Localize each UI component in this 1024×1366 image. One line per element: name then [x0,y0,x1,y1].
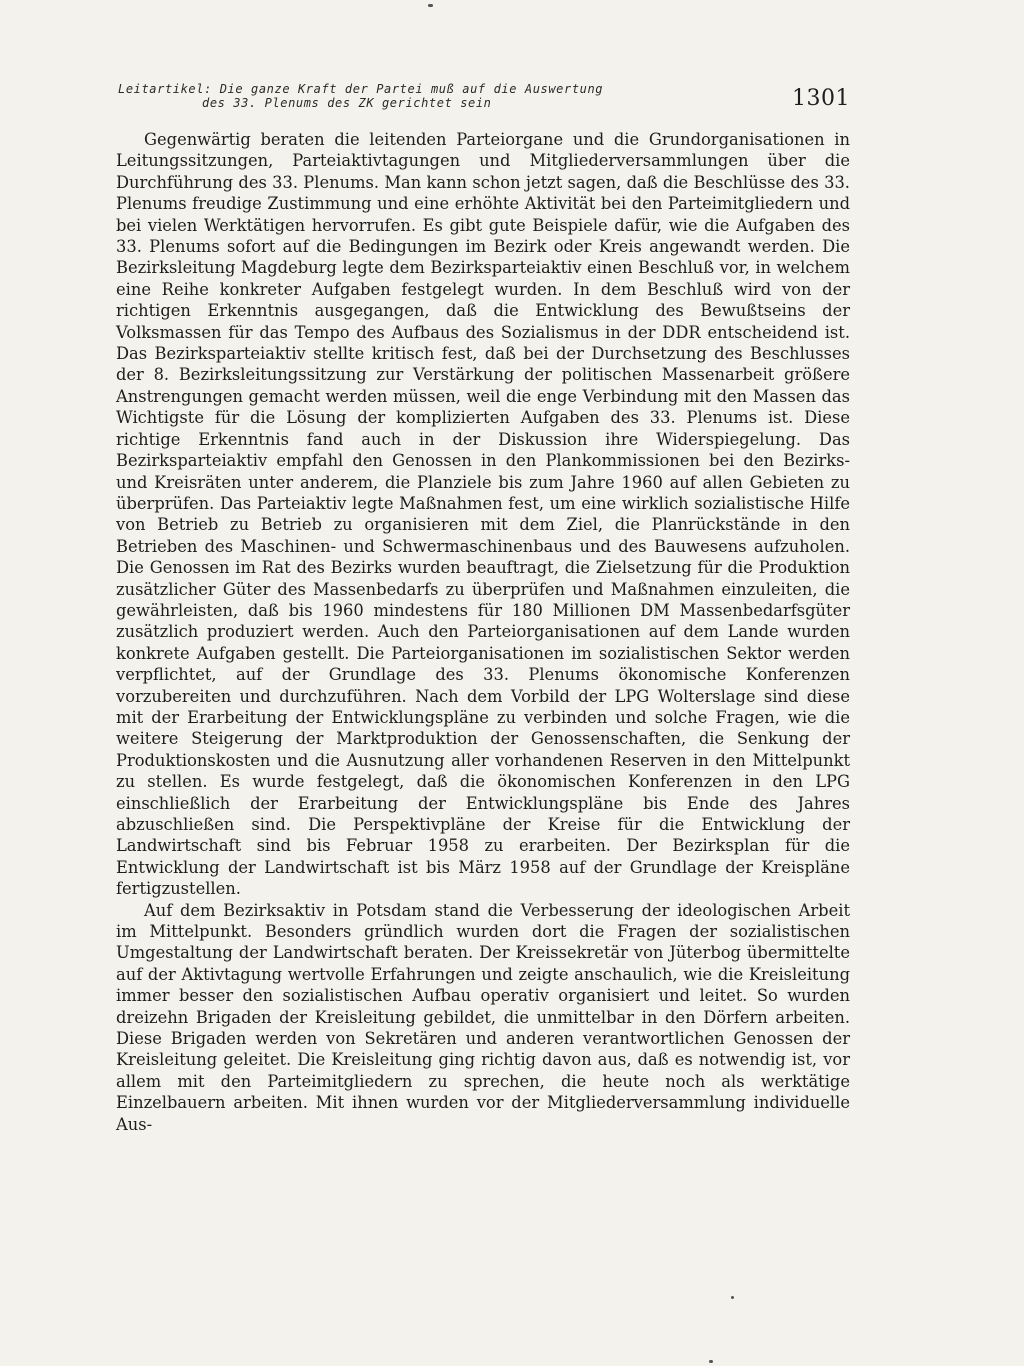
scan-speck [709,1360,713,1363]
article-body [116,129,850,1135]
header-title [118,82,603,110]
page-number: 1301 [792,86,850,111]
header-title-line1: Leitartikel: Die ganze Kraft der Partei muß auf die Auswertung [118,82,604,96]
header-title-line2: des 33. Plenums des ZK gerichtet sein [202,96,492,110]
scan-speck [731,1296,734,1299]
paragraph: Gegenwärtig beraten die leitenden Parteiorgane und die Grundorganisationen in Leitungssitzungen, Parteiaktivtagungen und Mitgliederversammlungen über die Durchführung des 33. Plenums. Man kann schon jetzt sagen, daß die Beschlüsse des 33. Plenums freudige Zustimmung und eine erhöhte Aktivität bei den Parteimitgliedern und bei vielen Werktätigen hervorrufen. Es gibt gute Beispiele dafür, wie die Aufgaben des 33. Plenums sofort auf die Bedingungen im Bezirk oder Kreis angewandt werden. Die Bezirksleitung Magdeburg legte dem Bezirksparteiaktiv einen Beschluß vor, in welchem eine Reihe konkreter Aufgaben festgelegt wurden. In dem Beschluß wird von der richtigen Erkenntnis ausgegangen, daß die Entwicklung des Bewußtseins der Volksmassen für das Tempo des Aufbaus des Sozialismus in der DDR entscheidend ist. Das Bezirksparteiaktiv stellte kritisch fest, daß bei der Durchsetzung des Beschlusses der 8. Bezirksleitungssitzung zur Verstärkung der politischen Massenarbeit größere Anstrengungen gemacht werden müssen, weil die enge Verbindung mit den Massen das Wichtigste für die Lösung der komplizierten Aufgaben des 33. Plenums ist. Diese richtige Erkenntnis fand auch in der Diskussion ihre Widerspiegelung. Das Bezirksparteiaktiv empfahl den Genossen in den Plankommissionen bei den Bezirks- und Kreisräten unter anderem, die Planziele bis zum Jahre 1960 auf allen Gebieten zu überprüfen. Das Parteiaktiv legte Maßnahmen fest, um eine wirklich sozialistische Hilfe von Betrieb zu Betrieb zu organisieren mit dem Ziel, die Planrückstände in den Betrieben des Maschinen- und Schwermaschinenbaus und des Bauwesens aufzuholen. Die Genossen im Rat des Bezirks wurden beauftragt, die Zielsetzung für die Produktion zusätzlicher Güter des Massenbedarfs zu überprüfen und Maßnahmen einzuleiten, die gewährleisten, daß bis 1960 mindestens für 180 Millionen DM Massenbedarfsgüter zusätzlich produziert werden. Auch den Parteiorganisationen auf dem Lande wurden konkrete Aufgaben gestellt. Die Parteiorganisationen im sozialistischen Sektor werden verpflichtet, auf der Grundlage des 33. Plenums ökonomische Konferenzen vorzubereiten und durchzuführen. Nach dem Vorbild der LPG Wolterslage sind diese mit der Erarbeitung der Entwicklungspläne zu verbinden und solche Fragen, wie die weitere Steigerung der Marktproduktion der Genossenschaften, die Senkung der Produktionskosten und die Ausnutzung aller vorhandenen Reserven in den Mittelpunkt zu stellen. Es wurde festgelegt, daß die ökonomischen Konferenzen in den LPG einschließlich der Erarbeitung der Entwicklungspläne bis Ende des Jahres abzuschließen sind. Die Perspektivpläne der Kreise für die Entwicklung der Landwirtschaft sind bis Februar 1958 zu erarbeiten. Der Bezirksplan für die Entwicklung der Landwirtschaft ist bis März 1958 auf der Grundlage der Kreispläne fertigzustellen. [116,130,850,899]
running-header [118,82,850,116]
paragraph: Auf dem Bezirksaktiv in Potsdam stand die Verbesserung der ideologischen Arbeit im Mittelpunkt. Besonders gründlich wurden dort die Fragen der sozialistischen Umgestaltung der Landwirtschaft beraten. Der Kreissekretär von Jüterbog übermittelte auf der Aktivtagung wertvolle Erfahrungen und zeigte anschaulich, wie die Kreisleitung immer besser den sozialistischen Aufbau operativ organisiert und leitet. So wurden dreizehn Brigaden der Kreisleitung gebildet, die unmittelbar in den Dörfern arbeiten. Diese Brigaden werden von Sekretären und anderen verantwortlichen Genossen der Kreisleitung geleitet. Die Kreisleitung ging richtig davon aus, daß es notwendig ist, vor allem mit den Parteimitgliedern zu sprechen, die heute noch als werktätige Einzelbauern arbeiten. Mit ihnen wurden vor der Mitgliederversammlung individuelle Aus- [116,900,850,1134]
scan-speck [428,4,433,7]
